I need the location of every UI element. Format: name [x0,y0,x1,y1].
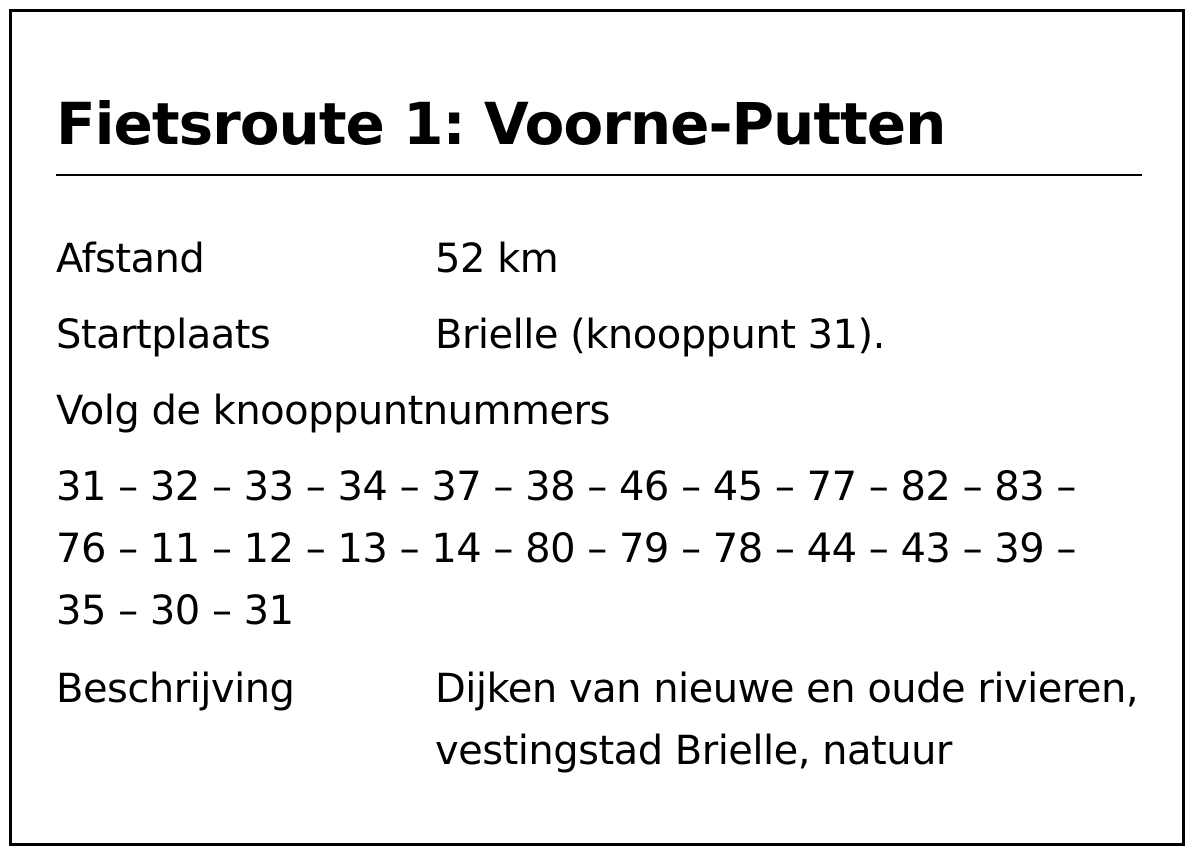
knooppunt-route [56,456,1156,642]
startplaats-value: Brielle (knooppunt 31). [435,312,885,358]
volg-knooppunten-label: Volg de knooppuntnummers [56,388,610,434]
afstand-value: 52 km [435,236,559,282]
route-info-card [9,9,1185,846]
beschrijving-value [435,658,1138,782]
route-line-3: 35 – 30 – 31 [56,588,294,634]
afstand-label: Afstand [56,236,205,282]
beschrijving-line-1: Dijken van nieuwe en oude rivieren, [435,666,1139,712]
page-title: Fietsroute 1: Voorne-Putten [56,90,946,158]
title-divider [56,174,1142,176]
startplaats-label: Startplaats [56,312,271,358]
beschrijving-label: Beschrijving [56,666,295,712]
route-line-2: 76 – 11 – 12 – 13 – 14 – 80 – 79 – 78 – 44 – 43 – 39 – [56,526,1076,572]
beschrijving-line-2: vestingstad Brielle, natuur [435,728,952,774]
route-line-1: 31 – 32 – 33 – 34 – 37 – 38 – 46 – 45 – 77 – 82 – 83 – [56,464,1076,510]
